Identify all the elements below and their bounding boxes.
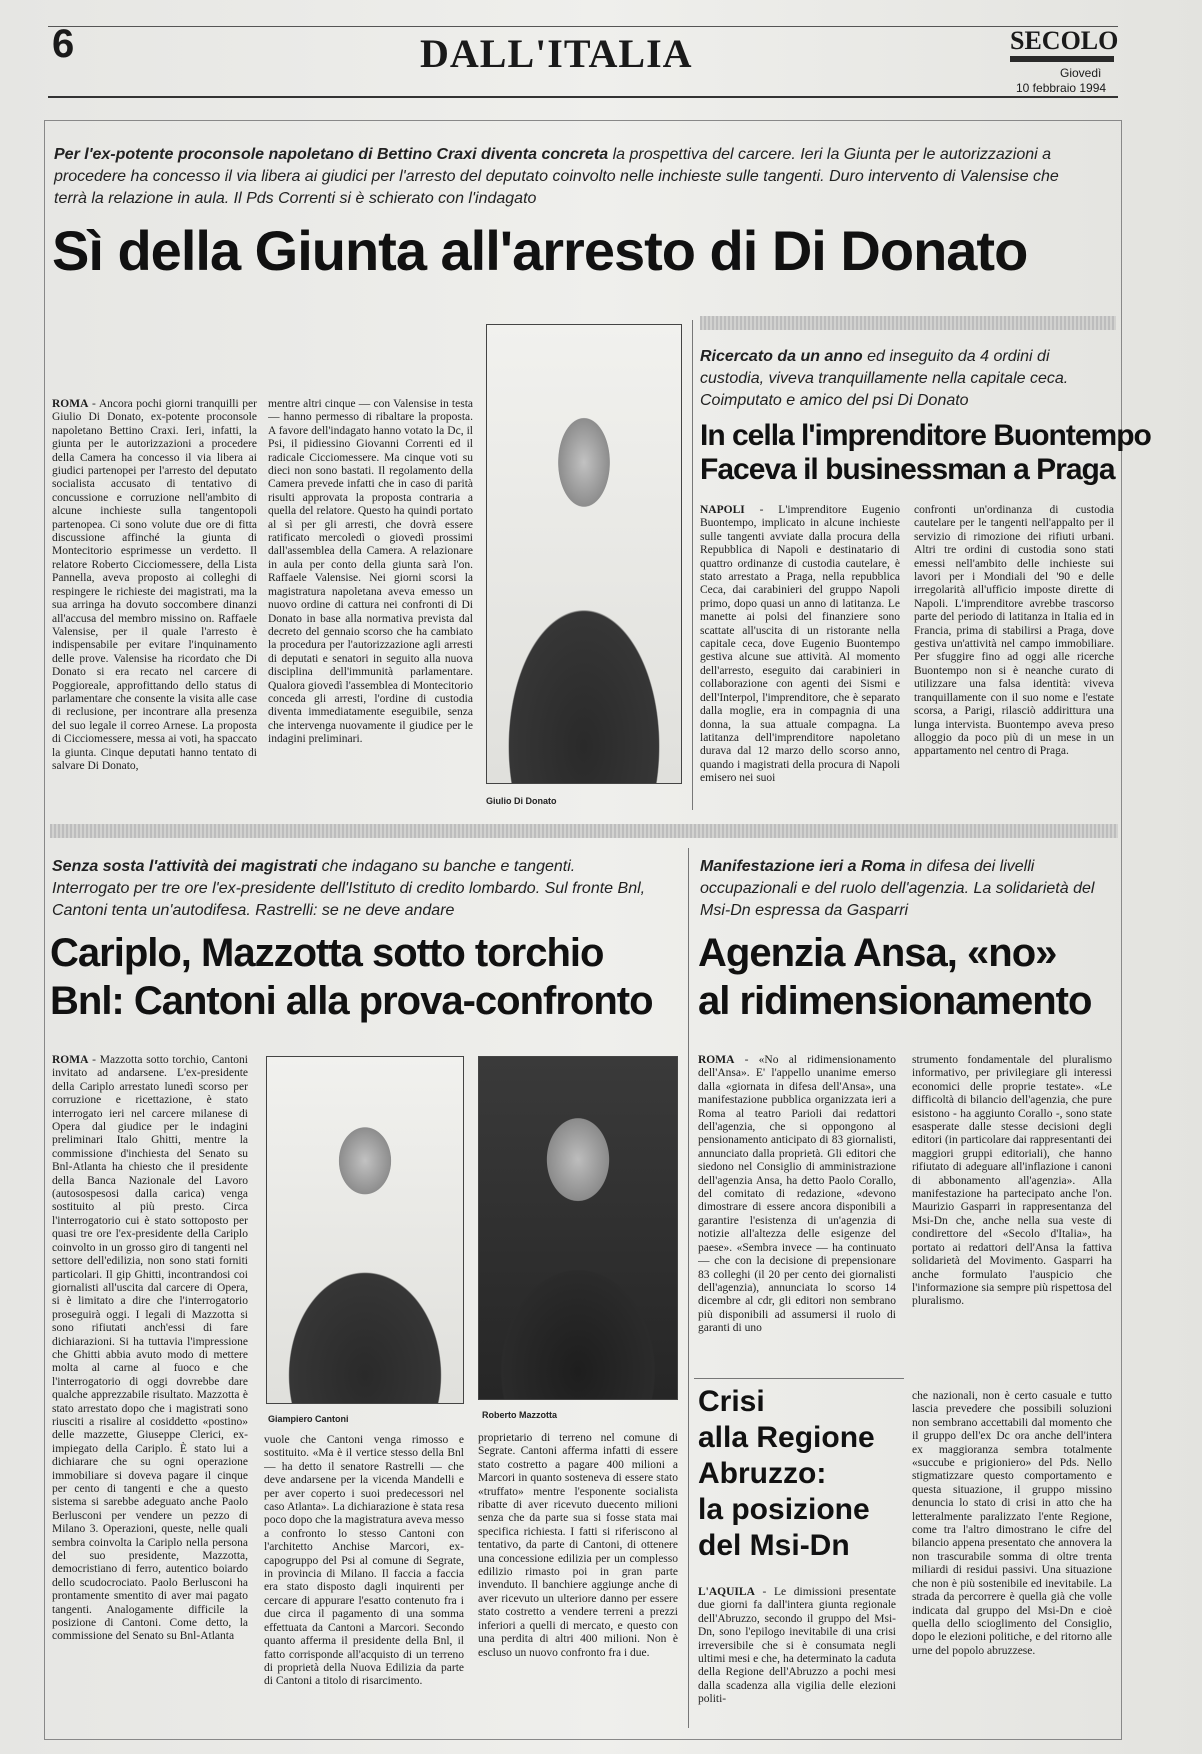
photo-caption-cantoni: Giampiero Cantoni [268,1414,349,1424]
buontempo-column-2: confronti un'ordinanza di custodia cautelare per le tangenti nell'appalto per il servizio di rimozione dei rifiuti urbani. Altri tre ordini di custodia sono stati emessi nell'ambito delle inchieste sui lavori per i Mondiali del '90 e delle irregolarità all'ufficio imposte dirette di Napoli. L'imprenditore avrebbe trascorso parte del periodo di latitanza in Italia ed in Francia, prima di stabilirsi a Praga, dove gestiva un'attività nel campo immobiliare. Per sfuggire fino ad oggi alle ricerche Buontempo non si è neanche curato di utilizzare una falsa identità: viveva tranquillamente con il suo nome e l'estate scorsa, a Parigi, rilasciò addirittura una lunga intervista. Buontempo aveva preso alloggio da poco più di un mese in un appartamento nel centro di Praga. [914,504,1114,758]
ansa-column-1 [698,1054,896,1394]
top-story-column-1 [52,398,257,808]
buontempo-kicker-bold: Ricercato da un anno [700,348,863,365]
ansa-headline-line1: Agenzia Ansa, «no» [698,931,1057,975]
abruzzo-column-1 [698,1586,896,1718]
cariplo-column-3: proprietario di terreno nel comune di Segrate. Cantoni afferma infatti di essere stato costretto a pagare 400 milioni a Marcori in quanto sosteneva di essere stato «truffato» mentre l'esponente socialista ribatte di aver ricevuto duecento milioni senza che da parte sua si fosse stata mai specifica richiesta. I fatti si riferiscono al tentativo, da parte di Cantoni, di ottenere una concessione edilizia per un complesso edilizio rimasto poi in gran parte invenduto. Il banchiere aggiunge anche di aver ricevuto un ulteriore danno per essere stato costretto a vendere terreni a prezzi inferiori a quelli di mercato, e questo con una perdita di altri 400 milioni. Non è escluso un nuovo confronto fra i due. [478,1432,678,1659]
cariplo-kicker [52,856,652,922]
photo-caption-mazzotta: Roberto Mazzotta [482,1410,557,1420]
photo-roberto-mazzotta [478,1056,678,1400]
ansa-kicker-rest: in difesa dei livelli occupazionali e del ruolo dell'agenzia. La solidarietà del Msi-Dn espressa da Gasparri [700,858,1095,919]
photo-caption-di-donato: Giulio Di Donato [486,796,557,806]
buontempo-kicker-rest: ed inseguito da 4 ordini di custodia, viveva tranquillamente nella capitale ceca. Coimputato e amico del psi Di Donato [700,348,1069,409]
issue-day: Giovedì [1060,66,1102,80]
cariplo-dateline: ROMA [52,1054,89,1066]
top-story-kicker-rest: la prospettiva del carcere. Ieri la Giunta per le autorizzazioni a procedere ha concesso il via libera ai giudici per l'arresto del deputato coinvolto nelle inchieste sulle tangenti. Duro intervento di Valensise che terrà la relazione in aula. Il Pds Correnti si è schierato con l'indagato [54,146,1059,207]
header-top-rule [48,26,1118,27]
buontempo-headline-line2: Faceva il businessman a Praga [700,453,1115,486]
top-story-dateline: ROMA [52,398,89,410]
abruzzo-column-2: che nazionali, non è certo casuale e tutto lascia prevedere che possibili soluzioni non sembrano accettabili dal momento che il gruppo dell'ex Dc ora anche dell'intera ex maggioranza sembra totalmente «succube e prigioniero» del Pds. Nello stigmatizzare questo comportamento e questa situazione, il gruppo missino denuncia lo stato di crisi in atto che ha letteralmente paralizzato l'ente Regione, come tra l'altro dimostrano le cifre del bilancio appena presentato che annovera la non trascurabile somma di oltre trenta miliardi di residui passivi. Una situazione che non è più sostenibile ed inevitabile. La strada da percorrere è quella già che volle indicata dal gruppo del Msi-Dn e cioè quella dello scioglimento del Consiglio, dopo le elezioni politiche, e del ritorno alle urne del popolo abruzzese. [912,1390,1112,1657]
page-number: 6 [52,22,75,66]
cariplo-headline-line2: Bnl: Cantoni alla prova-confronto [50,979,653,1023]
buontempo-headline-line1: In cella l'imprenditore Buontempo [700,419,1151,452]
column-divider [692,320,693,810]
cariplo-kicker-bold: Senza sosta l'attività dei magistrati [52,858,318,875]
abruzzo-headline-line2: alla Regione [698,1421,875,1454]
column-divider-lower [688,848,689,1728]
cariplo-column-2: vuole che Cantoni venga rimosso e sostituito. «Ma è il vertice stesso della Bnl — ha detto il senatore Rastrelli — che deve andarsene per la vicenda Mandelli e per aver coperto i suoi predecessori nel caso Atlanta». La dichiarazione è stata resa poco dopo che la magistratura aveva messo a confronto lo stesso Cantoni con l'architetto Anchise Marcori, ex-capogruppo del Psi al comune di Segrate, in provincia di Milano. Il faccia a faccia era stato disposto dagli inquirenti per cercare di appurare l'esatto contenuto fra i due circa il pagamento di una somma effettuata da Cantoni a Marcori. Secondo quanto afferma il presidente della Bnl, il fatto corrisponde all'acquisto di un terreno di proprietà della Nuova Edilizia da parte di Cantoni a titolo di risarcimento. [264,1434,464,1688]
photo-giulio-di-donato [486,324,682,784]
ansa-kicker [700,856,1110,922]
ansa-dateline: ROMA [698,1054,735,1066]
cariplo-headline-line1: Cariplo, Mazzotta sotto torchio [50,931,604,975]
section-band-middle [50,824,1118,838]
cariplo-column-1 [52,1054,248,1714]
top-story-col1-text: - Ancora pochi giorni tranquilli per Giulio Di Donato, ex-potente proconsole napoletano Bettino Craxi. Ieri, infatti, la giunta per le autorizzazioni a procedere della Camera ha concesso il via libera ai giudici partenopei per l'arresto del deputato socialista accusato di tentativo di concussione e corruzione nell'ambito di alcune inchieste sulla tangentopoli partenopea. Ci sono volute due ore di fitta discussione affinché la giunta di Montecitorio esprimesse un verdetto. Il relatore Roberto Cicciomessere, della Lista Pannella, aveva proposto ai colleghi di respingere le richieste dei magistrati, ma la sua arringa ha dovuto soccombere dinanzi all'accusa del membro missino on. Raffaele Valensise, per il quale l'arresto è indispensabile per evitare l'inquinamento delle prove. Valensise ha ricordato che Di Donato si era recato nel carcere di Poggioreale, approfittando dello status di parlamentare che consente la visita alle case di reclusione, per incontrare alla presenza del suo legale il correo Arnese. La proposta di Cicciomessere, messa ai voti, ha spaccato la giunta. Cinque deputati hanno tentato di salvare Di Donato, [52,398,257,772]
ansa-column-2: strumento fondamentale del pluralismo informativo, per privilegiare gli interessi economici delle proprie testate». «Le difficoltà di bilancio dell'agenzia, che pure esistono - ha aggiunto Corallo -, sono state esasperate dalle stesse decisioni degli editori (in particolare dai rappresentanti dei maggiori gruppi editoriali), che hanno rifiutato di adeguare all'inflazione i canoni di abbonamento all'agenzia». Alla manifestazione ha partecipato anche l'on. Maurizio Gasparri in rappresentanza del Msi-Dn che, anche nella sua veste di condirettore del «Secolo d'Italia», ha portato ai redattori dell'Ansa la fattiva solidarietà del Movimento. Gasparri ha anche formulato l'auspicio che l'informazione sia sempre più rispettosa del pluralismo. [912,1054,1112,1308]
header-rule [48,96,1118,98]
ansa-headline-line2: al ridimensionamento [698,979,1092,1023]
abruzzo-headline-line3: Abruzzo: [698,1457,827,1490]
top-story-kicker [54,144,1064,210]
abruzzo-dateline: L'AQUILA [698,1586,755,1598]
section-band-buontempo [700,316,1116,330]
ansa-col1-text: - «No al ridimensionamento dell'Ansa». E' l'appello unanime emerso dalla «giornata in difesa dell'Ansa», una manifestazione pubblica organizzata ieri a Roma al teatro Parioli dai redattori dell'agenzia, che si oppongono al pensionamento anticipato di 83 giornalisti, annunciato dalla proprietà. Gli editori che siedono nel Consiglio di amministrazione dell'agenzia Ansa, ha detto Paolo Corallo, del comitato di redazione, «devono dimostrare di essere ancora disponibili a garantire l'esistenza di un'agenzia di notizie all'altezza delle esigenze del paese». «Sembra invece — ha continuato — che con la decisione di prepensionare 83 colleghi (il 20 per cento dei giornalisti dell'agenzia), annunciata lo scorso 14 dicembre al cdr, gli editori non sembrano più disponibili ad assumersi il ruolo di garanti di uno [698,1054,896,1335]
abruzzo-headline-line5: del Msi-Dn [698,1529,850,1562]
top-story-kicker-bold: Per l'ex-potente proconsole napoletano di Bettino Craxi diventa concreta [54,146,609,163]
buontempo-column-1 [700,504,900,810]
abruzzo-headline [698,1384,898,1564]
abruzzo-headline-line4: la posizione [698,1493,870,1526]
cariplo-col1-text: - Mazzotta sotto torchio, Cantoni invitato ad andarsene. L'ex-presidente della Cariplo arrestato lunedì scorso per corruzione e ricettazione, è stato interrogato ieri nel carcere milanese di Opera dal giudice per le indagini preliminari Italo Ghitti, mentre la commissione d'inchiesta del Senato su Bnl-Atlanta ha chiesto che il presidente della Banca Nazionale del Lavoro (autosospesosi dalla carica) venga sostituito al più presto. Circa l'interrogatorio cui è stato sottoposto per quasi tre ore l'ex-presidente della Cariplo coinvolto in un grosso giro di tangenti nel settore dell'edilizia, non sono stati forniti particolari. Il gip Ghitti, incontrandosi coi giornalisti all'uscita dal carcere di Opera, si è limitato a dire che l'interrogatorio proseguirà oggi. I legali di Mazzotta si sono rifiutati anch'essi di fare dichiarazioni. Si ha tuttavia l'impressione che Ghitti abbia avuto modo di mettere molta al carne al fuoco e che l'interrogatorio di oggi dovrebbe dare qualche apprezzabile risultato. Mazzotta è stato arrestato dopo che i magistrati sono riusciti a risalire al cosiddetto «postino» delle mazzette, Giuseppe Clerici, ex-impiegato della Cariplo. È stato lui a dichiarare che su ogni operazione immobiliare si doveva pagare il cinque per cento di tangenti e che a questo sistema si sarebbe adeguato anche Paolo Berlusconi per vendere un pezzo di Milano 3. Operazioni, queste, nelle quali sembra coinvolta la Cariplo nella persona del suo presidente, Mazzotta, democristiano di ferro, autentico boiardo dello scudocrociato. Paolo Berlusconi ha prontamente smentito di aver mai pagato tangenti. Analogamente difficile la posizione di Cantoni. Come detto, la commissione del Senato su Bnl-Atlanta [52,1054,248,1643]
top-story-column-2: mentre altri cinque — con Valensise in testa — hanno permesso di ribaltare la proposta. A favore dell'indagato hanno votato la Dc, il Psi, il pidiessino Giovanni Correnti ed il radicale Cicciomessere. Ma cinque voti su dieci non sono bastati. Il regolamento della Camera prevede infatti che in caso di parità risulti approvata la proposta contraria a quella del relatore. Questo ha quindi portato al sì per gli arresti, che dovrà essere ratificato mercoledì o giovedì prossimi dall'assemblea della Camera. A relazionare in aula per conto della giunta sarà l'on. Raffaele Valensise. Nei giorni scorsi la magistratura napoletana aveva emesso un nuovo ordine di cattura nei confronti di Di Donato in base alla normativa prevista dal decreto del gennaio scorso che ha cambiato la procedura per l'autorizzazione agli arresti di deputati e senatori in seguito alla nuova disciplina dell'immunità parlamentare. Qualora giovedì l'assemblea di Montecitorio conceda gli arresti, l'ordine di custodia diventa immediatamente eseguibile, senza che intervenga nuovamente il giudice per le indagini preliminari. [268,398,473,746]
photo-giampiero-cantoni [266,1056,464,1404]
section-title: DALL'ITALIA [420,31,693,76]
issue-date: 10 febbraio 1994 [1016,81,1107,95]
abruzzo-headline-line1: Crisi [698,1385,765,1418]
buontempo-dateline: NAPOLI [700,504,745,516]
buontempo-col1-text: - L'imprenditore Eugenio Buontempo, implicato in alcune inchieste sulle tangenti avviate dalla procura della Repubblica di Napoli e destinatario di quattro ordinanze di custodia cautelare, è stato arrestato a Praga, nella repubblica Ceca, dai carabinieri del gruppo Napoli primo, dopo quasi un anno di latitanza. Le manette ai polsi del finanziere sono scattate all'uscita di un ristorante nella capitale ceca, dove Eugenio Buontempo gestiva alcune sue attività. Al momento dell'arresto, eseguito dai carabinieri in collaborazione con agenti dei Sismi e dell'Interpol, l'imprenditore, che è separato dalla moglie, era in compagnia di una donna, la sua attuale compagna. La latitanza dell'imprenditore napoletano durava dal 12 marzo dello scorso anno, quando i magistrati della procura di Napoli emisero nei suoi [700,504,900,785]
top-story-headline: Sì della Giunta all'arresto di Di Donato [52,219,1028,282]
masthead-logo: SECOLO [1010,26,1119,55]
ansa-abruzzo-divider [694,1378,904,1379]
cariplo-kicker-rest: che indagano su banche e tangenti. Interrogato per tre ore l'ex-presidente dell'Istituto di credito lombardo. Sul fronte Bnl, Cantoni tenta un'autodifesa. Rastrelli: se ne deve andare [52,858,646,919]
ansa-kicker-bold: Manifestazione ieri a Roma [700,858,906,875]
masthead-bar [1010,56,1114,62]
abruzzo-col1-text: - Le dimissioni presentate due giorni fa dall'intera giunta regionale dell'Abruzzo, secondo il gruppo del Msi-Dn, sono l'epilogo inevitabile di una crisi irreversibile che si è consumata negli ultimi mesi e che, ha determinato la caduta della Regione dell'Abruzzo a pochi mesi dalla scadenza alla vigilia delle elezioni politi- [698,1586,896,1706]
buontempo-kicker [700,346,1100,412]
